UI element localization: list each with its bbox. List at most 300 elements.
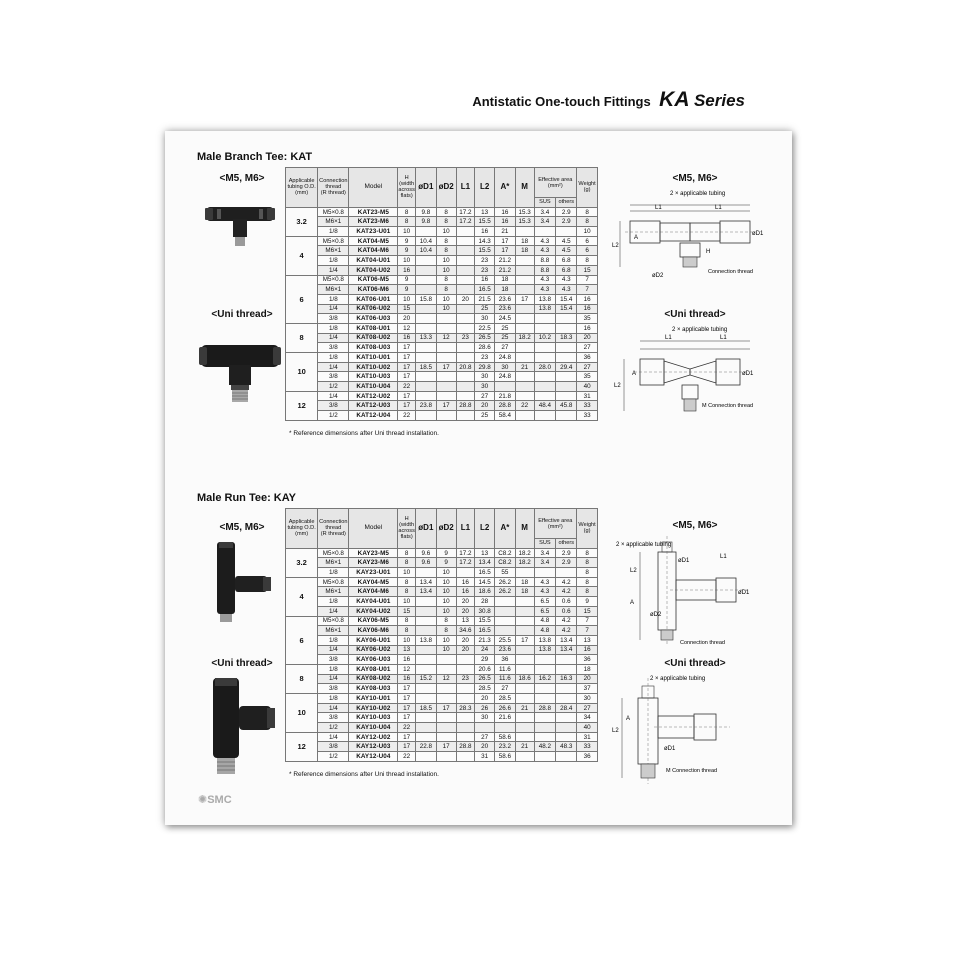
table-cell: [556, 713, 577, 723]
table-cell: 27: [494, 684, 515, 694]
table-cell: 8: [577, 558, 598, 568]
table-cell: [515, 411, 534, 421]
table-cell: 10: [436, 635, 456, 645]
table-cell: 1/2: [318, 382, 349, 392]
table-cell: 10: [398, 597, 416, 607]
table-cell: [456, 285, 475, 295]
table-cell: 9: [577, 597, 598, 607]
table-cell: 4.3: [534, 577, 556, 587]
table-cell: 6.8: [556, 256, 577, 266]
table-cell: 40: [577, 382, 598, 392]
table-cell: [494, 606, 515, 616]
table-cell: [415, 597, 436, 607]
table-cell: 10.4: [415, 246, 436, 256]
table-cell: M5×0.8: [318, 616, 349, 626]
table-cell: KAY23-M5: [349, 548, 398, 558]
table-cell: KAY23-M6: [349, 558, 398, 568]
table-cell: [436, 664, 456, 674]
table-row: [286, 548, 598, 558]
table-cell: 3/8: [318, 343, 349, 353]
table-cell: [534, 713, 556, 723]
table-cell: 13.8: [534, 635, 556, 645]
table-cell: [515, 343, 534, 353]
table-cell: [436, 723, 456, 733]
table-row: [286, 236, 598, 246]
table-cell: 16.5: [475, 626, 495, 636]
table-cell: C8.2: [494, 558, 515, 568]
table-row: [286, 752, 598, 762]
table-row: [286, 323, 598, 333]
table-cell: 37: [577, 684, 598, 694]
table-cell: [436, 411, 456, 421]
svg-text:L2: L2: [614, 383, 621, 389]
table-cell: 6: [577, 246, 598, 256]
table-cell: [415, 353, 436, 363]
table-cell: 16: [398, 333, 416, 343]
catalog-page: [165, 131, 792, 825]
product-photo-branch-tee-large: [199, 331, 281, 411]
table-cell: 21.5: [475, 294, 495, 304]
table-cell: 9: [398, 285, 416, 295]
table-cell: [456, 752, 475, 762]
table-cell: [456, 236, 475, 246]
table-cell: [515, 372, 534, 382]
table-cell: [556, 684, 577, 694]
table-cell: 20: [456, 294, 475, 304]
table-cell: 15.5: [475, 217, 495, 227]
table-cell: KAY12-U03: [349, 742, 398, 752]
table-cell: [515, 285, 534, 295]
svg-text:øD1: øD1: [742, 371, 754, 377]
dimension-drawings: [610, 171, 780, 431]
table-cell: M5×0.8: [318, 275, 349, 285]
table-cell: 16: [456, 587, 475, 597]
table-cell: [436, 323, 456, 333]
svg-text:L2: L2: [612, 243, 619, 249]
table-cell: 15.5: [475, 616, 495, 626]
table-cell: 24: [475, 645, 495, 655]
smc-logo: [198, 793, 232, 806]
table-cell: [534, 382, 556, 392]
col-a: A*: [494, 509, 515, 549]
table-cell: [534, 732, 556, 742]
table-cell: 21: [515, 362, 534, 372]
table-cell: [515, 645, 534, 655]
table-cell: 17: [398, 713, 416, 723]
table-cell: 10: [436, 606, 456, 616]
table-cell: 28.5: [475, 684, 495, 694]
table-cell: 33: [577, 411, 598, 421]
table-cell: 21.3: [475, 635, 495, 645]
table-cell: C8.2: [494, 548, 515, 558]
table-cell: 17: [398, 372, 416, 382]
table-cell: 4: [286, 236, 318, 275]
table-cell: [534, 343, 556, 353]
table-cell: 4.2: [556, 577, 577, 587]
table-cell: 18.2: [515, 558, 534, 568]
table-cell: 9.6: [415, 548, 436, 558]
table-cell: [456, 382, 475, 392]
table-cell: M6×1: [318, 246, 349, 256]
table-cell: [456, 694, 475, 704]
table-cell: 1/2: [318, 723, 349, 733]
table-cell: 15: [577, 265, 598, 275]
table-cell: [534, 723, 556, 733]
table-cell: [436, 353, 456, 363]
table-cell: 18: [494, 285, 515, 295]
table-row: [286, 645, 598, 655]
table-cell: 9.8: [415, 207, 436, 217]
table-cell: 17: [398, 401, 416, 411]
table-cell: 8: [577, 568, 598, 578]
table-cell: KAT08-U03: [349, 343, 398, 353]
svg-text:A: A: [630, 600, 635, 606]
table-row: [286, 227, 598, 237]
table-cell: [436, 314, 456, 324]
table-cell: [415, 314, 436, 324]
svg-text:L2: L2: [612, 728, 619, 734]
table-cell: 14.5: [475, 577, 495, 587]
table-cell: 3/8: [318, 713, 349, 723]
table-cell: 17: [398, 362, 416, 372]
table-cell: 21.2: [494, 256, 515, 266]
table-cell: 13.4: [415, 577, 436, 587]
table-cell: KAT08-U02: [349, 333, 398, 343]
table-row: [286, 372, 598, 382]
table-cell: 17: [398, 742, 416, 752]
spec-table-kay: [285, 508, 598, 762]
table-cell: 36: [577, 752, 598, 762]
svg-text:A: A: [632, 371, 637, 377]
drawing-label-m5-m6: <M5, M6>: [672, 173, 718, 184]
col-m: M: [515, 509, 534, 549]
table-cell: 27: [577, 362, 598, 372]
col-d2: øD2: [436, 168, 456, 208]
table-cell: 4.3: [534, 587, 556, 597]
table-row: [286, 606, 598, 616]
table-cell: [515, 723, 534, 733]
table-cell: [415, 343, 436, 353]
table-cell: 16: [577, 294, 598, 304]
table-cell: 29.4: [556, 362, 577, 372]
table-cell: 16.5: [475, 568, 495, 578]
col-m: M: [515, 168, 534, 208]
table-cell: 17: [515, 294, 534, 304]
thread-note: M Connection thread: [702, 403, 754, 409]
table-cell: 1/4: [318, 362, 349, 372]
table-cell: [456, 314, 475, 324]
table-row: [286, 635, 598, 645]
table-cell: 1/8: [318, 694, 349, 704]
table-cell: KAY06-U02: [349, 645, 398, 655]
table-cell: 58.6: [494, 752, 515, 762]
table-cell: 17: [494, 246, 515, 256]
table-cell: 26.5: [475, 333, 495, 343]
table-cell: KAY04-U01: [349, 597, 398, 607]
table-cell: 8.8: [534, 256, 556, 266]
table-cell: [534, 694, 556, 704]
table-cell: 31: [475, 752, 495, 762]
table-cell: 28.4: [556, 703, 577, 713]
table-cell: 6: [286, 616, 318, 664]
table-cell: 33: [577, 742, 598, 752]
table-cell: 4.3: [534, 275, 556, 285]
table-cell: 21: [515, 742, 534, 752]
table-row: [286, 703, 598, 713]
table-cell: KAT12-U04: [349, 411, 398, 421]
table-cell: [556, 655, 577, 665]
table-cell: [556, 694, 577, 704]
table-cell: 26.2: [494, 587, 515, 597]
table-cell: 26: [475, 703, 495, 713]
table-row: [286, 256, 598, 266]
thread-note: M Connection thread: [666, 768, 718, 774]
table-cell: 17.2: [456, 207, 475, 217]
table-cell: 45.8: [556, 401, 577, 411]
table-cell: 17: [436, 362, 456, 372]
table-cell: [515, 626, 534, 636]
table-cell: [415, 732, 436, 742]
table-cell: 13.4: [556, 635, 577, 645]
table-cell: [534, 568, 556, 578]
table-cell: KAY06-M5: [349, 616, 398, 626]
footnote: * Reference dimensions after Uni thread installation.: [289, 771, 439, 778]
col-tube: Applicable tubing O.D. (mm): [286, 509, 318, 549]
table-cell: 1/4: [318, 674, 349, 684]
table-cell: [415, 723, 436, 733]
page-header: [0, 88, 745, 112]
table-cell: 4.3: [556, 275, 577, 285]
table-cell: 9.6: [415, 558, 436, 568]
table-cell: [515, 391, 534, 401]
col-h: H (width across flats): [398, 168, 416, 208]
table-cell: 28.8: [534, 703, 556, 713]
product-photo-branch-tee-small: [205, 193, 275, 253]
table-cell: [556, 664, 577, 674]
table-cell: 23.6: [494, 645, 515, 655]
table-cell: [436, 752, 456, 762]
table-cell: KAY08-U02: [349, 674, 398, 684]
spec-table-body: [286, 548, 598, 761]
table-cell: 28.3: [456, 703, 475, 713]
table-row: [286, 616, 598, 626]
table-cell: [456, 713, 475, 723]
table-row: [286, 742, 598, 752]
table-cell: 1/8: [318, 635, 349, 645]
table-cell: [436, 382, 456, 392]
table-cell: 28.8: [456, 401, 475, 411]
table-cell: 3/8: [318, 655, 349, 665]
table-cell: 3.4: [534, 217, 556, 227]
table-row: [286, 207, 598, 217]
table-cell: 15.2: [415, 674, 436, 684]
table-cell: 20: [577, 674, 598, 684]
table-cell: 30: [475, 713, 495, 723]
table-cell: 8: [398, 217, 416, 227]
table-cell: 8: [577, 217, 598, 227]
table-cell: [515, 752, 534, 762]
table-cell: 16: [398, 674, 416, 684]
tubing-note: 2 × applicable tubing: [670, 191, 726, 197]
table-cell: [456, 343, 475, 353]
table-cell: 4.2: [556, 626, 577, 636]
table-cell: 8: [286, 664, 318, 693]
table-cell: 20: [456, 645, 475, 655]
col-area-others: others: [556, 539, 577, 549]
table-cell: KAY06-U01: [349, 635, 398, 645]
table-cell: 1/4: [318, 304, 349, 314]
table-cell: KAY12-U02: [349, 732, 398, 742]
table-cell: 3.2: [286, 548, 318, 577]
table-cell: [556, 723, 577, 733]
table-cell: 28.6: [475, 343, 495, 353]
table-cell: 17: [398, 703, 416, 713]
table-cell: 12: [286, 391, 318, 420]
table-cell: 34: [577, 713, 598, 723]
table-cell: 15.5: [475, 246, 495, 256]
table-cell: 36: [494, 655, 515, 665]
table-cell: 27: [475, 391, 495, 401]
table-cell: [494, 382, 515, 392]
table-cell: KAY23-U01: [349, 568, 398, 578]
table-cell: 10: [436, 597, 456, 607]
svg-text:L1: L1: [665, 335, 672, 341]
table-cell: [456, 664, 475, 674]
table-cell: 20: [456, 597, 475, 607]
table-cell: [556, 411, 577, 421]
table-cell: [515, 314, 534, 324]
table-cell: 55: [494, 568, 515, 578]
col-l2: L2: [475, 168, 495, 208]
table-cell: 6.8: [556, 265, 577, 275]
table-row: [286, 411, 598, 421]
table-row: [286, 391, 598, 401]
col-area-sus: SUS: [534, 539, 556, 549]
table-cell: M6×1: [318, 587, 349, 597]
col-d1: øD1: [415, 168, 436, 208]
table-cell: [436, 391, 456, 401]
table-cell: KAT10-U03: [349, 372, 398, 382]
table-cell: 15: [398, 606, 416, 616]
table-cell: 3/8: [318, 742, 349, 752]
table-cell: [436, 732, 456, 742]
table-cell: M6×1: [318, 217, 349, 227]
table-cell: 22.5: [475, 323, 495, 333]
table-row: [286, 694, 598, 704]
table-row: [286, 587, 598, 597]
table-cell: 10: [286, 694, 318, 733]
table-cell: [556, 732, 577, 742]
table-cell: 48.2: [534, 742, 556, 752]
table-cell: [515, 353, 534, 363]
table-cell: 1/4: [318, 606, 349, 616]
table-cell: 23.2: [494, 742, 515, 752]
table-cell: [475, 723, 495, 733]
label-uni-thread: <Uni thread>: [211, 658, 273, 669]
smc-swirl-icon: ✺: [198, 794, 208, 806]
table-cell: KAY04-U02: [349, 606, 398, 616]
connection-note: Connection thread: [708, 269, 753, 275]
table-cell: [456, 684, 475, 694]
table-cell: 10: [577, 227, 598, 237]
table-cell: 17: [398, 391, 416, 401]
table-cell: 27: [577, 703, 598, 713]
table-cell: [515, 684, 534, 694]
table-cell: [456, 246, 475, 256]
table-cell: 23.6: [494, 304, 515, 314]
table-cell: 16.2: [534, 674, 556, 684]
footnote: * Reference dimensions after Uni thread installation.: [289, 430, 439, 437]
table-cell: 8: [577, 207, 598, 217]
table-cell: 1/8: [318, 256, 349, 266]
table-cell: 20: [475, 401, 495, 411]
col-tube: Applicable tubing O.D. (mm): [286, 168, 318, 208]
label-m5-m6: <M5, M6>: [219, 173, 265, 184]
table-row: [286, 655, 598, 665]
table-cell: KAT06-U03: [349, 314, 398, 324]
table-cell: [556, 314, 577, 324]
table-cell: [456, 723, 475, 733]
table-cell: 13: [456, 616, 475, 626]
table-cell: 10: [398, 635, 416, 645]
section-kat: [165, 151, 792, 451]
table-cell: 18: [515, 246, 534, 256]
table-cell: 13.3: [415, 333, 436, 343]
dimension-drawing-uni: [610, 323, 780, 433]
table-row: [286, 382, 598, 392]
svg-text:L2: L2: [630, 568, 637, 574]
table-cell: [534, 314, 556, 324]
table-cell: 20: [475, 742, 495, 752]
table-cell: 21.6: [494, 713, 515, 723]
table-cell: 30: [577, 694, 598, 704]
table-cell: [415, 684, 436, 694]
table-cell: [415, 382, 436, 392]
table-cell: 25: [475, 411, 495, 421]
table-cell: 13.8: [534, 304, 556, 314]
table-cell: 22: [398, 723, 416, 733]
table-cell: 8: [286, 323, 318, 352]
smc-logo-text: SMC: [207, 794, 232, 806]
table-cell: 2.9: [556, 548, 577, 558]
tubing-note: 2 × applicable tubing: [616, 542, 672, 548]
table-cell: 12: [436, 674, 456, 684]
dimension-drawing-m5: [610, 532, 780, 650]
table-cell: [534, 655, 556, 665]
table-cell: [436, 694, 456, 704]
table-cell: KAY04-M6: [349, 587, 398, 597]
table-cell: M6×1: [318, 626, 349, 636]
table-cell: KAT06-U02: [349, 304, 398, 314]
table-cell: 1/8: [318, 227, 349, 237]
table-cell: [456, 372, 475, 382]
table-cell: 8: [398, 616, 416, 626]
table-cell: 16: [577, 304, 598, 314]
table-cell: 8: [577, 256, 598, 266]
table-cell: [494, 597, 515, 607]
tubing-note-uni: 2 × applicable tubing: [672, 327, 728, 333]
table-cell: 17: [398, 353, 416, 363]
table-cell: 17: [398, 732, 416, 742]
table-cell: [436, 343, 456, 353]
label-uni-thread: <Uni thread>: [211, 309, 273, 320]
table-cell: 25: [494, 333, 515, 343]
table-cell: 30.8: [475, 606, 495, 616]
table-cell: [415, 606, 436, 616]
table-row: [286, 246, 598, 256]
table-cell: 8: [436, 236, 456, 246]
table-cell: KAT04-U01: [349, 256, 398, 266]
